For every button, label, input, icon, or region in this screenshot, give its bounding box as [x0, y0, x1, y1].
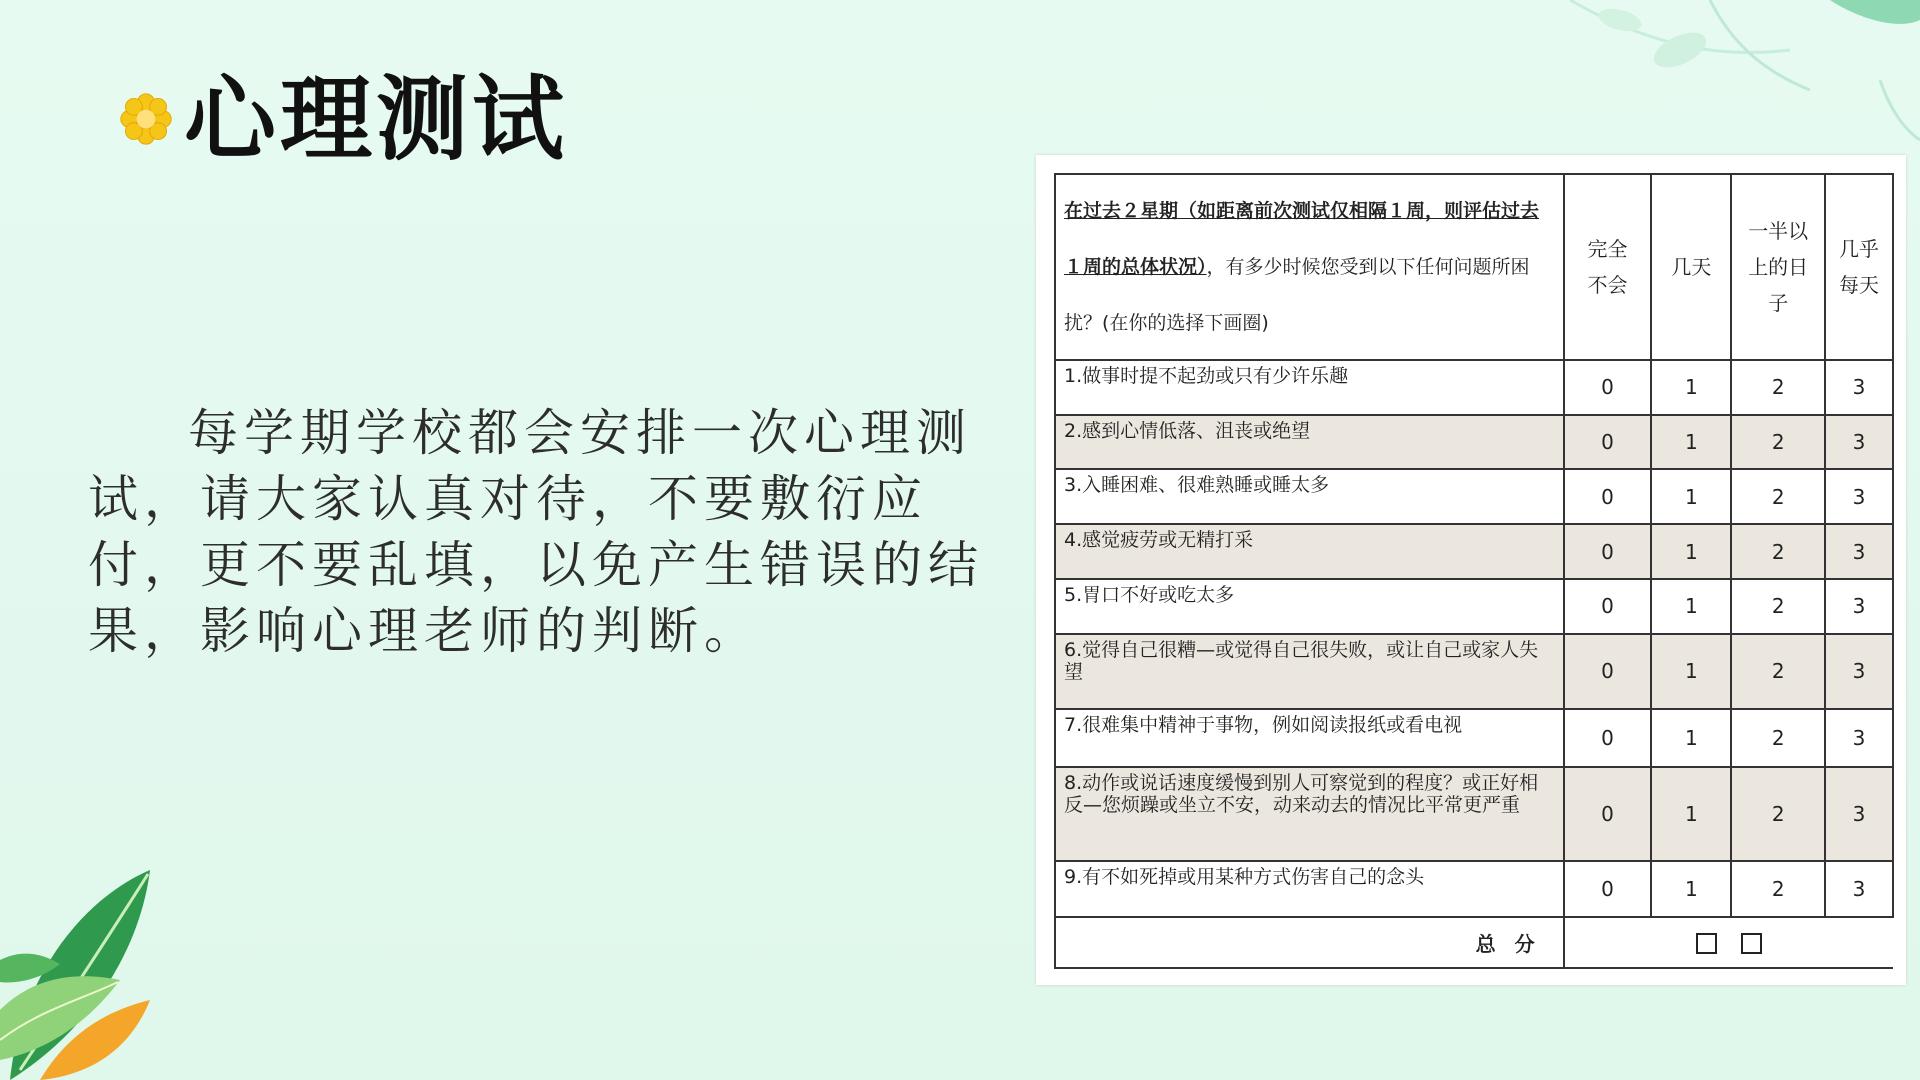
option-header-line: 几天: [1671, 255, 1712, 279]
option-header-3: [1825, 174, 1893, 360]
question-text: 2.感到心情低落、沮丧或绝望: [1055, 415, 1564, 470]
total-label: 总 分: [1055, 917, 1564, 968]
score-option[interactable]: 3: [1825, 469, 1893, 524]
question-text: 7.很难集中精神于事物，例如阅读报纸或看电视: [1055, 709, 1564, 768]
leaf-decoration-bottom-left: [0, 860, 170, 1080]
leaf-decoration-top-right: [1560, 0, 1920, 170]
score-option[interactable]: 0: [1564, 579, 1652, 634]
option-header-0: [1564, 174, 1652, 360]
score-option[interactable]: 3: [1825, 524, 1893, 579]
score-option[interactable]: 2: [1731, 415, 1825, 470]
score-option[interactable]: 1: [1651, 861, 1731, 918]
score-option[interactable]: 0: [1564, 861, 1652, 918]
score-option[interactable]: 1: [1651, 634, 1731, 709]
question-text: 4.感觉疲劳或无精打采: [1055, 524, 1564, 579]
question-text: 6.觉得自己很糟—或觉得自己很失败，或让自己或家人失望: [1055, 634, 1564, 709]
score-option[interactable]: 0: [1564, 634, 1652, 709]
score-option[interactable]: 3: [1825, 415, 1893, 470]
question-text: 3.入睡困难、很难熟睡或睡太多: [1055, 469, 1564, 524]
option-header-1: [1651, 174, 1731, 360]
instruction-emphasis: 在过去２星期（如距离前次测试仅相隔１周，则评估过去１周的总体状况）: [1064, 200, 1540, 278]
question-text: 9.有不如死掉或用某种方式伤害自己的念头: [1055, 861, 1564, 918]
instruction-rest: ，有多少时候您受到以下任何问题所困扰？(在你的选择下画圈): [1064, 256, 1530, 334]
option-header-line: 子: [1768, 291, 1789, 315]
question-row: [1055, 360, 1893, 415]
option-header-line: 每天: [1839, 273, 1880, 297]
question-text: 8.动作或说话速度缓慢到别人可察觉到的程度？或正好相反—您烦躁或坐立不安，动来动去的情况比平常更严重: [1055, 767, 1564, 860]
score-option[interactable]: 1: [1651, 579, 1731, 634]
score-option[interactable]: 0: [1564, 415, 1652, 470]
score-option[interactable]: 2: [1731, 767, 1825, 860]
question-row: [1055, 634, 1893, 709]
instruction-cell: [1055, 174, 1564, 360]
header-row: [1055, 174, 1893, 360]
question-row: [1055, 524, 1893, 579]
total-score-boxes: [1564, 917, 1893, 968]
score-option[interactable]: 2: [1731, 360, 1825, 415]
title-row: [118, 64, 568, 174]
score-option[interactable]: 0: [1564, 524, 1652, 579]
questionnaire-table: [1054, 173, 1894, 969]
question-text: 5.胃口不好或吃太多: [1055, 579, 1564, 634]
score-option[interactable]: 1: [1651, 524, 1731, 579]
score-option[interactable]: 1: [1651, 709, 1731, 768]
option-header-line: 一半以: [1748, 219, 1809, 243]
option-header-line: 上的日: [1748, 255, 1809, 279]
question-row: [1055, 469, 1893, 524]
question-row: [1055, 861, 1893, 918]
score-option[interactable]: 0: [1564, 709, 1652, 768]
total-score-box[interactable]: [1696, 933, 1717, 954]
flower-icon: [118, 91, 174, 147]
score-option[interactable]: 0: [1564, 360, 1652, 415]
score-option[interactable]: 0: [1564, 767, 1652, 860]
score-option[interactable]: 2: [1731, 524, 1825, 579]
question-row: [1055, 709, 1893, 768]
option-header-line: 完全: [1587, 237, 1628, 261]
score-option[interactable]: 3: [1825, 634, 1893, 709]
score-option[interactable]: 1: [1651, 415, 1731, 470]
option-header-line: 不会: [1587, 273, 1628, 297]
question-row: [1055, 415, 1893, 470]
score-option[interactable]: 1: [1651, 469, 1731, 524]
question-list: [1055, 360, 1893, 968]
page-title: 心理测试: [184, 65, 569, 173]
score-option[interactable]: 3: [1825, 767, 1893, 860]
option-header-2: [1731, 174, 1825, 360]
score-option[interactable]: 2: [1731, 579, 1825, 634]
question-text: 1.做事时提不起劲或只有少许乐趣: [1055, 360, 1564, 415]
score-option[interactable]: 2: [1731, 709, 1825, 768]
score-option[interactable]: 1: [1651, 360, 1731, 415]
total-score-box[interactable]: [1741, 933, 1762, 954]
questionnaire-sheet: [1036, 155, 1906, 985]
total-row: [1055, 917, 1893, 968]
score-option[interactable]: 3: [1825, 861, 1893, 918]
option-header-line: 几乎: [1839, 237, 1880, 261]
intro-paragraph: 每学期学校都会安排一次心理测试，请大家认真对待，不要敷衍应付，更不要乱填，以免产生错误的结果，影响心理老师的判断。: [88, 404, 984, 660]
question-row: [1055, 579, 1893, 634]
score-option[interactable]: 3: [1825, 579, 1893, 634]
score-option[interactable]: 3: [1825, 709, 1893, 768]
score-option[interactable]: 3: [1825, 360, 1893, 415]
score-option[interactable]: 2: [1731, 634, 1825, 709]
question-row: [1055, 767, 1893, 860]
score-option[interactable]: 1: [1651, 767, 1731, 860]
score-option[interactable]: 0: [1564, 469, 1652, 524]
score-option[interactable]: 2: [1731, 469, 1825, 524]
score-option[interactable]: 2: [1731, 861, 1825, 918]
